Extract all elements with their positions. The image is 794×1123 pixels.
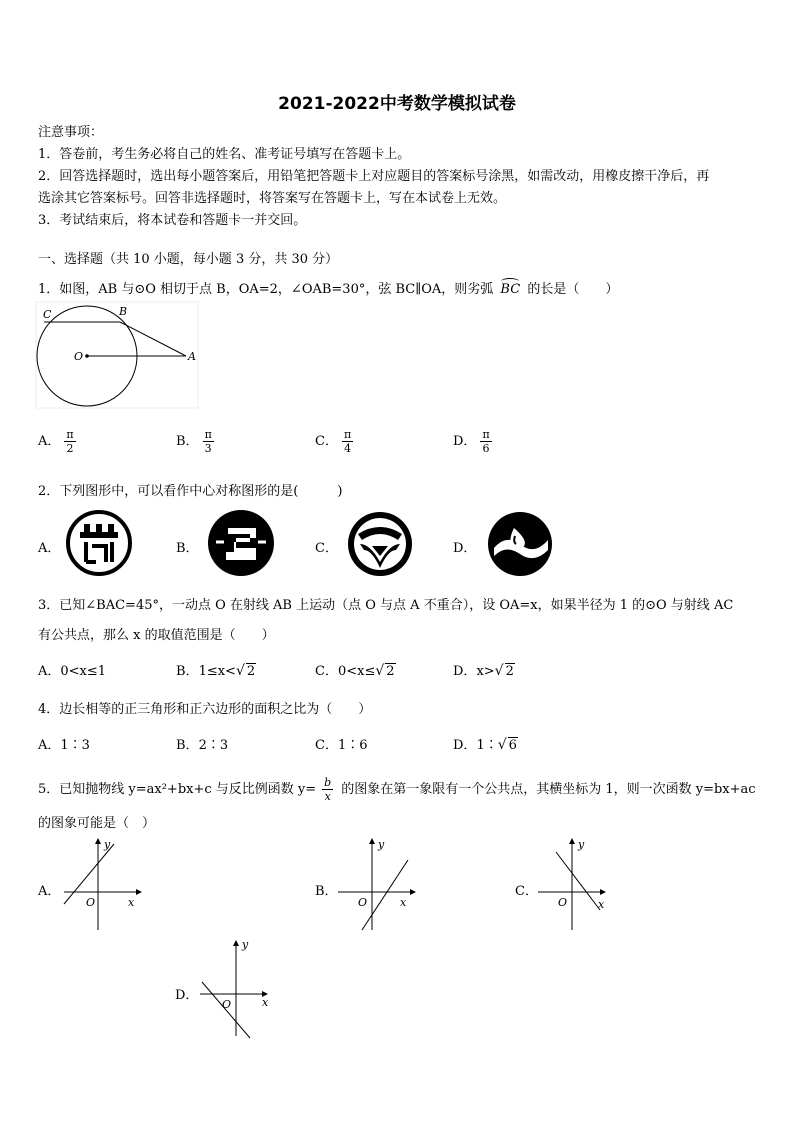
q3-option-b[interactable] [176,660,256,679]
option-letter: D． [453,664,477,679]
label-a: A [188,350,196,363]
note-3: 3．考试结束后，将本试卷和答题卡一并交回。 [38,213,307,228]
option-letter: C． [315,434,338,449]
frac-num: π [204,428,212,441]
q1-option-c[interactable] [315,428,353,455]
arc-mark [501,278,519,285]
x-label: x [128,896,135,909]
option-text: 0<x≤ [337,664,376,679]
note-2: 2．回答选择题时，选出每小题答案后，用铅笔把答题卡上对应题目的答案标号涂黑，如需改动，用橡皮擦干净后，再 [38,169,710,184]
frac [64,428,75,455]
q4-option-a[interactable] [38,734,90,753]
radical-sign: √ [497,737,507,753]
q5-graph-a[interactable] [58,836,148,932]
option-letter: D． [453,738,477,753]
option-letter: C． [315,738,338,753]
note-1: 1．答卷前，考生务必将自己的姓名、准考证号填写在答题卡上。 [38,147,411,162]
y-label: y [378,838,385,851]
q2-option-c-label[interactable]: C． [315,541,338,556]
option-letter: A． [38,738,61,753]
frac-num: π [482,428,490,441]
q5-option-a-label[interactable]: A． [38,884,61,899]
frac [342,428,353,455]
q1-stem-end: 的长是（ ） [527,282,619,297]
q1-arc-label [500,282,520,297]
q5-option-c-label[interactable]: C． [515,884,538,899]
figure-frame [36,302,198,408]
frac-b-over-x [322,776,333,803]
q2-option-a-emblem-icon[interactable] [66,510,132,576]
y-label: y [104,838,111,851]
option-text: x> [476,664,495,679]
q5-stem-a: 5．已知抛物线 y=ax²+bx+c 与反比例函数 y= [38,782,317,797]
tangent-ab [120,322,186,356]
radicand: 2 [386,664,395,679]
q1-stem [38,278,618,297]
option-letter: C． [315,664,338,679]
option-text: 1∶6 [337,738,368,753]
label-c: C [43,308,52,321]
label-b: B [119,305,128,318]
q5-option-b-label[interactable]: B． [315,884,338,899]
label-o: O [74,350,84,363]
notes-heading: 注意事项： [38,125,104,140]
radical-sign: √ [494,663,504,679]
option-text: 1∶3 [60,738,90,753]
q1-option-b[interactable] [176,428,214,455]
q5-graph-c[interactable] [534,836,624,932]
option-text: 0<x≤1 [60,664,107,679]
q1-figure [36,302,206,414]
q4-option-d[interactable] [453,734,518,753]
radicand: 6 [508,738,517,753]
frac-den: 4 [344,442,352,455]
option-letter: B． [176,664,199,679]
origin-label: O [558,896,568,909]
q1-option-a[interactable] [38,428,76,455]
q3-option-d[interactable] [453,660,515,679]
frac-den: 2 [66,442,74,455]
radicand: 2 [505,664,514,679]
q2-option-d-label[interactable]: D． [453,541,477,556]
q2-option-c-emblem-icon[interactable] [346,510,414,578]
frac-num: π [66,428,74,441]
y-label: y [578,838,585,851]
y-label: y [242,938,249,951]
q1-option-d[interactable] [453,428,492,455]
frac-num: b [324,776,332,789]
radical-sign: √ [375,663,385,679]
option-letter: D． [453,434,477,449]
q2-option-a-label[interactable]: A． [38,541,61,556]
option-text: 1∶ [476,738,498,753]
origin-label: O [358,896,368,909]
frac [480,428,491,455]
q2-option-b-label[interactable]: B． [176,541,199,556]
note-2-cont: 选涂其它答案标号。回答非选择题时，将答案写在答题卡上，写在本试卷上无效。 [38,191,507,206]
radical-sign: √ [235,663,245,679]
frac [203,428,214,455]
center-point [85,354,89,358]
q2-stem: 2．下列图形中，可以看作中心对称图形的是( ) [38,484,343,499]
section-heading: 一、选择题（共 10 小题，每小题 3 分，共 30 分） [38,252,339,267]
origin-label: O [222,998,232,1011]
q5-stem-b: 的图象在第一象限有一个公共点，其横坐标为 1，则一次函数 y=bx+ac [341,782,756,797]
q5-graph-b[interactable] [334,836,424,932]
option-text: 1≤x< [198,664,236,679]
option-letter: A． [38,664,61,679]
radicand: 2 [246,664,256,679]
frac-den: 3 [204,442,212,455]
option-letter: A． [38,434,61,449]
page-title: 2021-2022中考数学模拟试卷 [278,94,516,114]
q2-option-b-emblem-icon[interactable] [206,508,276,578]
q4-stem: 4．边长相等的正三角形和正六边形的面积之比为（ ） [38,702,372,717]
q3-option-a[interactable] [38,660,106,679]
option-text: 2∶3 [198,738,229,753]
q3-option-c[interactable] [315,660,396,679]
q3-stem: 3．已知∠BAC=45°，一动点 O 在射线 AB 上运动（点 O 与点 A 不重合），设 OA=x，如果半径为 1 的⊙O 与射线 AC [38,598,734,613]
q4-option-b[interactable] [176,734,228,753]
option-letter: B． [176,738,199,753]
q1-stem-text: 1．如图，AB 与⊙O 相切于点 B，OA=2，∠OAB=30°，弦 BC∥OA，则劣弧 [38,282,494,297]
q5-option-d-label[interactable]: D． [175,988,199,1003]
x-label: x [598,898,605,911]
option-letter: B． [176,434,199,449]
q5-graph-d[interactable] [196,936,286,1042]
x-label: x [262,996,269,1009]
q4-option-c[interactable] [315,734,368,753]
q5-stem [38,776,756,803]
q2-option-d-emblem-icon[interactable] [486,510,554,578]
q3-stem-cont: 有公共点，那么 x 的取值范围是（ ） [38,628,275,643]
q5-stem-cont: 的图象可能是（ ） [38,816,156,831]
origin-label: O [86,896,96,909]
q1-arc-text: BC [500,282,521,297]
frac-den: 6 [482,442,490,455]
x-label: x [400,896,407,909]
frac-num: π [343,428,352,441]
frac-den: x [324,790,331,803]
